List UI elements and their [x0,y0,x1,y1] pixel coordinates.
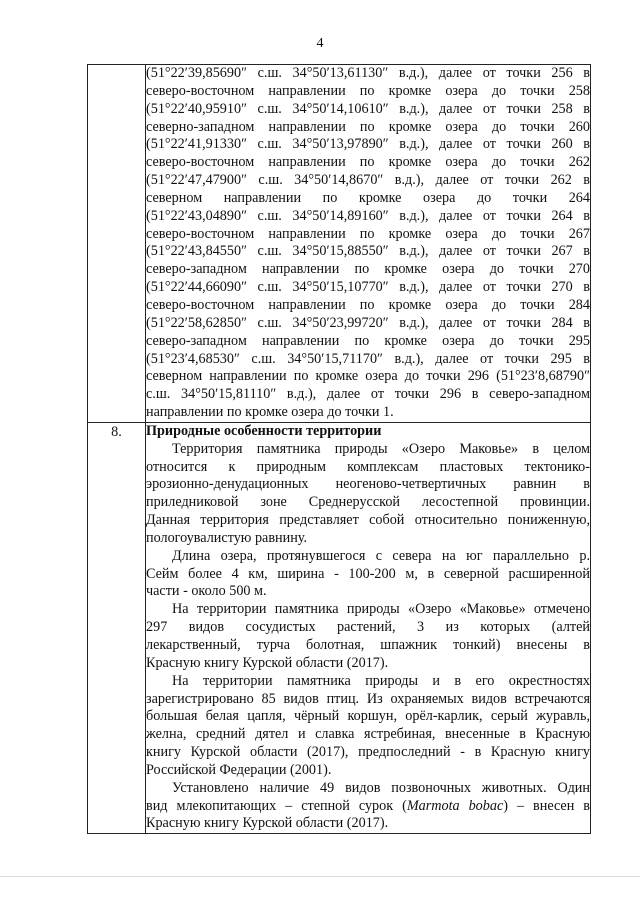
paragraph-line: На территории памятника природы «Озеро «Маковье» отмечено [172,601,590,618]
paragraph-line: северном направлении по кромке озера до точки 296 (51°23′8,68790″ [146,368,590,385]
paragraph-line: направлении по кромке озера до точки 1. [146,404,394,421]
natural-features-cell [146,422,591,833]
paragraph-line: Красную книгу Курской области (2017). [146,815,389,832]
paragraph-line: желна, средний дятел и славка ястребиная, внесенные в Красную [146,726,590,743]
paragraph-line: Сейм более 4 км, ширина - 100-200 м, в северной расширенной [146,565,590,582]
paragraph-line: (51°22′43,84550″ с.ш. 34°50′15,88550″ в.д.), далее от точки 267 в [146,243,590,260]
table-row [88,65,591,423]
paragraph-line: приледниковой зоне Среднерусской лесостепной провинции. [146,494,590,511]
paragraph-line: пологоувалистую равнину. [146,529,308,546]
paragraph-line: (51°22′41,91330″ с.ш. 34°50′13,97890″ в.д.), далее от точки 260 в [146,136,590,153]
paragraph-line: северо-западном направлении по кромке озера до точки 270 [146,261,590,278]
paragraph-line: северо-восточном направлении по кромке озера до точки 267 [146,225,590,242]
paragraph-line: северно-западном направлении по кромке озера до точки 260 [146,118,590,135]
paragraph-line: книгу Курской области (2017), предпоследний - в Красную книгу [146,744,590,761]
paragraph-line: северо-западном направлении по кромке озера до точки 295 [146,332,590,349]
paragraph-line: Данная территория представляет собой относительно пониженную, [146,512,590,529]
section-heading: Природные особенности территории [146,422,382,439]
text-run: ) – внесен в [503,797,590,814]
boundary-description-cell [146,65,591,423]
paragraph-line: северном направлении по кромке озера до точки 264 [146,189,590,206]
paragraph-line: (51°22′39,85690″ с.ш. 34°50′13,61130″ в.д.), далее от точки 256 в [146,65,590,81]
row-number-cell [88,422,146,833]
paragraph-line: зарегистрировано 85 видов птиц. Из охраняемых видов встречаются [146,690,590,707]
paragraph-line: На территории памятника природы и в его окрестностях [172,672,590,689]
paragraph-line: (51°22′47,47900″ с.ш. 34°50′14,8670″ в.д.), далее от точки 262 в [146,172,590,189]
boundary-table [87,64,591,834]
paragraph-line: (51°22′44,66090″ с.ш. 34°50′15,10770″ в.д.), далее от точки 270 в [146,279,590,296]
paragraph-plants [146,601,590,672]
paragraph-line: Территория памятника природы «Озеро Маковье» в целом [172,440,590,457]
paragraph-birds [146,673,590,780]
paragraph-line: лекарственный, турча болотная, шпажник тонкий) внесены в [146,637,590,653]
paragraph-line: 297 видов сосудистых растений, 3 из которых (алтей [146,619,590,636]
paragraph-line: относится к природным комплексам пластовых тектонико- [146,458,590,475]
row-number [88,65,145,66]
paragraph-line: (51°22′40,95910″ с.ш. 34°50′14,10610″ в.д.), далее от точки 258 в [146,100,590,117]
page-number: 4 [316,36,324,51]
paragraph-line: Красную книгу Курской области (2017). [146,654,389,671]
paragraph-line: (51°22′58,62850″ с.ш. 34°50′23,99720″ в.д.), далее от точки 284 в [146,314,590,331]
paragraph-line: Установлено наличие 49 видов позвоночных животных. Один [172,779,590,796]
text-run: вид млекопитающих – степной сурок ( [146,797,407,814]
paragraph-line: Длина озера, протянувшегося с севера на юг параллельно р. [172,547,590,564]
page-edge-rule [0,876,640,877]
latin-name: Marmota bobac [406,797,504,814]
boundary-description [146,65,590,422]
paragraph-territory [146,441,590,548]
paragraph-line: северо-восточном направлении по кромке озера до точки 262 [146,154,590,171]
paragraph-line: северо-восточном направлении по кромке озера до точки 258 [146,82,590,99]
paragraph-line: части - около 500 м. [146,583,267,600]
paragraph-line [146,798,590,816]
row-number-cell [88,65,146,423]
paragraph-line: (51°23′4,68530″ с.ш. 34°50′15,71170″ в.д.), далее от точки 295 в [146,350,590,367]
paragraph-line: большая белая цапля, чёрный коршун, орёл-карлик, серый журавль, [146,708,590,725]
paragraph-line: эрозионно-денудационных неогеново-четвертичных равнин в [146,476,590,493]
paragraph-line: северо-восточном направлении по кромке озера до точки 284 [146,296,590,313]
row-number: 8. [111,423,122,440]
paragraph-animals [146,780,590,834]
paragraph-line: с.ш. 34°50′15,81110″ в.д.), далее от точки 296 в северо-западном [146,386,590,403]
paragraph-line: Российской Федерации (2001). [146,761,332,778]
paragraph-line: (51°22′43,04890″ с.ш. 34°50′14,89160″ в.д.), далее от точки 264 в [146,207,590,224]
paragraph-lake-size [146,548,590,602]
table-row [88,422,591,833]
